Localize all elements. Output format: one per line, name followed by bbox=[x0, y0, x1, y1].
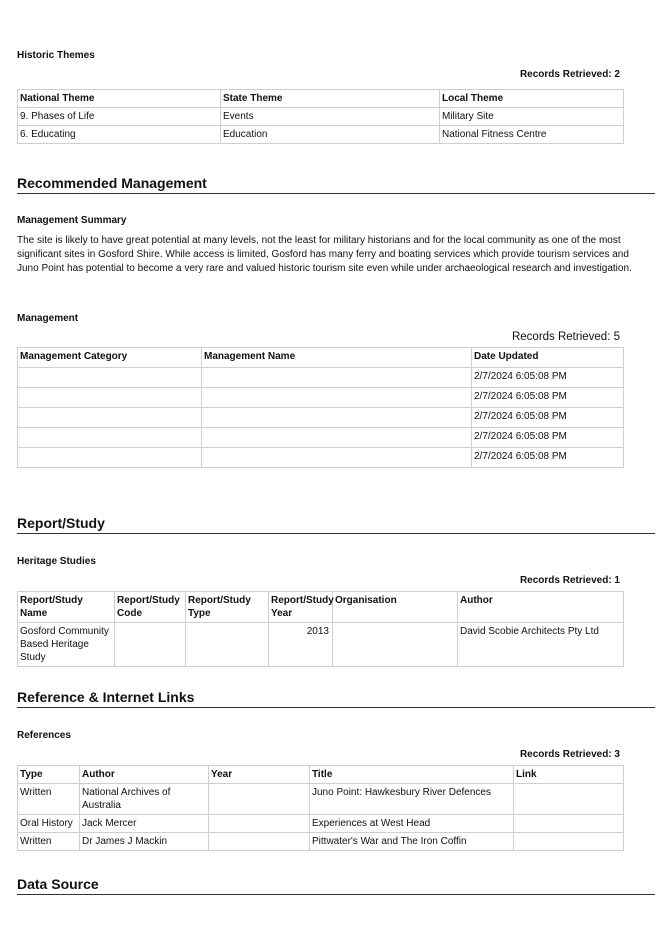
historic-themes-records-count: Records Retrieved: 2 bbox=[519, 69, 620, 80]
column-header: Report/Study Name bbox=[18, 592, 115, 623]
table-row bbox=[18, 126, 624, 144]
historic-themes-heading: Historic Themes bbox=[17, 50, 95, 61]
table-row bbox=[18, 408, 624, 428]
table-row bbox=[18, 428, 624, 448]
column-header: Author bbox=[80, 766, 209, 784]
table-cell bbox=[186, 623, 269, 667]
heritage-studies-table bbox=[17, 591, 624, 667]
table-cell bbox=[202, 368, 472, 388]
management-records-count: Records Retrieved: 5 bbox=[511, 331, 620, 343]
table-cell: Oral History bbox=[18, 815, 80, 833]
table-cell bbox=[18, 428, 202, 448]
column-header: Link bbox=[514, 766, 624, 784]
table-cell bbox=[333, 623, 458, 667]
management-heading: Management bbox=[17, 313, 79, 324]
column-header: Local Theme bbox=[440, 90, 624, 108]
column-header: National Theme bbox=[18, 90, 221, 108]
references-table bbox=[17, 765, 624, 851]
column-header: Report/Study Code bbox=[115, 592, 186, 623]
table-cell: Pittwater's War and The Iron Coffin bbox=[310, 833, 514, 851]
table-header-row bbox=[18, 90, 624, 108]
reference-links-section-title: Reference & Internet Links bbox=[17, 689, 655, 708]
table-row bbox=[18, 108, 624, 126]
column-header: Report/Study Year bbox=[269, 592, 333, 623]
table-cell bbox=[18, 408, 202, 428]
management-table bbox=[17, 347, 624, 468]
column-header: Author bbox=[458, 592, 624, 623]
table-cell: National Fitness Centre bbox=[440, 126, 624, 144]
table-cell: Dr James J Mackin bbox=[80, 833, 209, 851]
table-cell bbox=[209, 784, 310, 815]
table-row bbox=[18, 448, 624, 468]
table-cell: Written bbox=[18, 833, 80, 851]
references-heading: References bbox=[17, 730, 71, 741]
historic-themes-table bbox=[17, 89, 624, 144]
table-row bbox=[18, 623, 624, 667]
data-source-section-title: Data Source bbox=[17, 876, 655, 895]
table-cell: Events bbox=[221, 108, 440, 126]
table-row bbox=[18, 784, 624, 815]
table-cell: Juno Point: Hawkesbury River Defences bbox=[310, 784, 514, 815]
table-cell: David Scobie Architects Pty Ltd bbox=[458, 623, 624, 667]
table-cell: 2/7/2024 6:05:08 PM bbox=[472, 388, 624, 408]
table-cell bbox=[202, 428, 472, 448]
table-cell bbox=[18, 368, 202, 388]
column-header: Type bbox=[18, 766, 80, 784]
table-cell: Education bbox=[221, 126, 440, 144]
table-cell: Jack Mercer bbox=[80, 815, 209, 833]
column-header: Organisation bbox=[333, 592, 458, 623]
management-summary-text: The site is likely to have great potential at many levels, not the least for military historians and for the local community as one of the most significant sites in Gosford Shire. While access is limited, Gosford has many ferry and boating services which provide tourism services and Juno Point has potential to become a very rare and valued historic tourism site even while under archaeological research and investigation. bbox=[17, 235, 632, 274]
table-cell bbox=[18, 448, 202, 468]
table-cell bbox=[209, 833, 310, 851]
table-cell: Military Site bbox=[440, 108, 624, 126]
table-cell: 2/7/2024 6:05:08 PM bbox=[472, 448, 624, 468]
table-header-row bbox=[18, 348, 624, 368]
table-row bbox=[18, 815, 624, 833]
column-header: State Theme bbox=[221, 90, 440, 108]
heritage-studies-heading: Heritage Studies bbox=[17, 556, 96, 567]
table-row bbox=[18, 368, 624, 388]
table-cell: 2/7/2024 6:05:08 PM bbox=[472, 368, 624, 388]
column-header: Management Category bbox=[18, 348, 202, 368]
table-cell bbox=[202, 388, 472, 408]
management-summary-heading: Management Summary bbox=[17, 215, 127, 226]
table-cell: 2013 bbox=[269, 623, 333, 667]
table-cell bbox=[209, 815, 310, 833]
table-cell: 6. Educating bbox=[18, 126, 221, 144]
table-cell: 2/7/2024 6:05:08 PM bbox=[472, 428, 624, 448]
table-cell bbox=[514, 833, 624, 851]
column-header: Date Updated bbox=[472, 348, 624, 368]
table-cell: Experiences at West Head bbox=[310, 815, 514, 833]
table-cell bbox=[18, 388, 202, 408]
table-header-row bbox=[18, 592, 624, 623]
column-header: Year bbox=[209, 766, 310, 784]
table-cell bbox=[202, 448, 472, 468]
table-cell bbox=[115, 623, 186, 667]
table-cell: 9. Phases of Life bbox=[18, 108, 221, 126]
recommended-management-section-title: Recommended Management bbox=[17, 175, 655, 194]
heritage-studies-records-count: Records Retrieved: 1 bbox=[519, 575, 620, 586]
table-cell: Written bbox=[18, 784, 80, 815]
table-cell: 2/7/2024 6:05:08 PM bbox=[472, 408, 624, 428]
table-cell bbox=[202, 408, 472, 428]
column-header: Report/Study Type bbox=[186, 592, 269, 623]
table-row bbox=[18, 388, 624, 408]
table-cell bbox=[514, 815, 624, 833]
table-cell bbox=[514, 784, 624, 815]
table-header-row bbox=[18, 766, 624, 784]
table-row bbox=[18, 833, 624, 851]
report-study-section-title: Report/Study bbox=[17, 515, 655, 534]
column-header: Title bbox=[310, 766, 514, 784]
references-records-count: Records Retrieved: 3 bbox=[519, 749, 620, 760]
table-cell: Gosford Community Based Heritage Study bbox=[18, 623, 115, 667]
column-header: Management Name bbox=[202, 348, 472, 368]
table-cell: National Archives of Australia bbox=[80, 784, 209, 815]
